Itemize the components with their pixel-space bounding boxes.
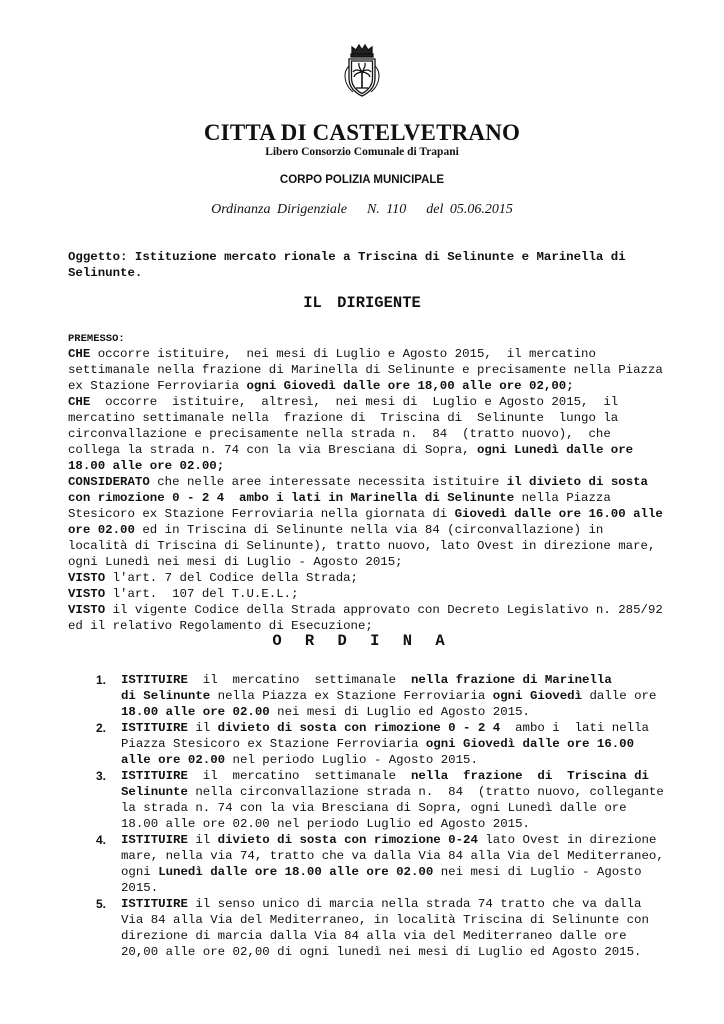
- item-number: 4.: [96, 833, 107, 847]
- premise-line: VISTO il vigente Codice della Strada approvato con Decreto Legislativo n. 285/92: [68, 603, 663, 617]
- subject-line: Oggetto: Istituzione mercato rionale a Triscina di Selinunte e Marinella di: [68, 250, 626, 264]
- premise-line: con rimozione 0 - 2 4 ambo i lati in Marinella di Selinunte nella Piazza: [68, 491, 611, 505]
- dirigente-heading: IL DIRIGENTE: [303, 294, 421, 312]
- premise-line: CONSIDERATO che nelle aree interessate necessita istituire il divieto di sosta: [68, 475, 648, 489]
- premise-line: Stesicoro ex Stazione Ferroviaria nella giornata di Giovedì dalle ore 16.00 alle: [68, 507, 663, 521]
- subject-block: [68, 249, 668, 281]
- premise-line: circonvallazione e precisamente nella strada n. 84 (tratto nuovo), che: [68, 427, 611, 441]
- premises-block: [68, 332, 663, 634]
- premise-line: VISTO l'art. 7 del Codice della Strada;: [68, 571, 358, 585]
- order-item: 2. ISTITUIRE il divieto di sosta con rimozione 0 - 2 4 ambo i lati nella Piazza Stesicoro ex Stazione Ferroviaria ogni Giovedì dalle ore 16.00 alle ore 02.00 nel periodo Luglio - Agosto 2015.: [96, 721, 649, 767]
- municipal-crest-icon: [339, 42, 385, 100]
- premise-line: mercatino settimanale nella frazione di Triscina di Selinunte lungo la: [68, 411, 619, 425]
- item-number: 3.: [96, 769, 107, 783]
- order-list: [96, 672, 664, 960]
- premesso-heading: PREMESSO:: [68, 333, 125, 345]
- ordinance-date: del 05.06.2015: [426, 202, 513, 217]
- premise-line: ore 02.00 ed in Triscina di Selinunte nella via 84 (circonvallazione) in: [68, 523, 604, 537]
- consorzio-subtitle: Libero Consorzio Comunale di Trapani: [265, 146, 459, 158]
- premise-line: località di Triscina di Selinunte), tratto nuovo, lato Ovest in direzione mare,: [68, 539, 656, 553]
- premise-line: VISTO l'art. 107 del T.U.E.L.;: [68, 587, 299, 601]
- premise-line: 18.00 alle ore 02.00;: [68, 459, 225, 473]
- order-item: 3. ISTITUIRE il mercatino settimanale nella frazione di Triscina di Selinunte nella circonvallazione strada n. 84 (tratto nuovo, collegante la strada n. 74 con la via Bresciana di Sopra, ogni Lunedì dalle ore 18.00 alle ore 02.00 nel periodo Luglio ed Agosto 2015.: [96, 769, 664, 831]
- ordinance-number: N. 110: [366, 202, 407, 217]
- order-item: 1. ISTITUIRE il mercatino settimanale nella frazione di Marinella di Selinunte nella Piazza ex Stazione Ferroviaria ogni Giovedì dalle ore 18.00 alle ore 02.00 nei mesi di Luglio ed Agosto 2015.: [96, 673, 657, 719]
- ordinance-label: Ordinanza Dirigenziale: [211, 202, 347, 217]
- department-heading: CORPO POLIZIA MUNICIPALE: [279, 174, 445, 186]
- item-number: 2.: [96, 721, 107, 735]
- premise-line: collega la strada n. 74 con la via Bresciana di Sopra, ogni Lunedì dalle ore: [68, 443, 634, 457]
- ordinance-reference: [0, 202, 724, 218]
- premise-line: ex Stazione Ferroviaria ogni Giovedì dalle ore 18,00 alle ore 02,00;: [68, 379, 574, 393]
- order-item: 4. ISTITUIRE il divieto di sosta con rimozione 0-24 lato Ovest in direzione mare, nella via 74, tratto che va dalla Via 84 alla Via del Mediterraneo, ogni Lunedì dalle ore 18.00 alle ore 02.00 nei mesi di Luglio - Agosto 2015.: [96, 833, 664, 895]
- premise-line: CHE occorre istituire, nei mesi di Luglio e Agosto 2015, il mercatino: [68, 347, 596, 361]
- city-title: CITTA DI CASTELVETRANO: [203, 120, 521, 145]
- premise-line: settimanale nella frazione di Marinella di Selinunte e precisamente nella Piazza: [68, 363, 663, 377]
- ordina-heading: O R D I N A: [272, 632, 452, 650]
- item-number: 1.: [96, 673, 107, 687]
- premise-line: ogni Lunedì nei mesi di Luglio - Agosto 2015;: [68, 555, 403, 569]
- premise-line: CHE occorre istituire, altresì, nei mesi di Luglio e Agosto 2015, il: [68, 395, 619, 409]
- order-item: 5. ISTITUIRE il senso unico di marcia nella strada 74 tratto che va dalla Via 84 alla Via del Mediterraneo, in località Triscina di Selinunte con direzione di marcia dalla Via 84 alla via del Mediterraneo dalle ore 20,00 alle ore 02,00 di ogni lunedì nei mesi di Luglio ed Agosto 2015.: [96, 897, 649, 959]
- premise-line: ed il relativo Regolamento di Esecuzione;: [68, 619, 373, 633]
- item-number: 5.: [96, 897, 107, 911]
- subject-line: Selinunte.: [68, 266, 143, 280]
